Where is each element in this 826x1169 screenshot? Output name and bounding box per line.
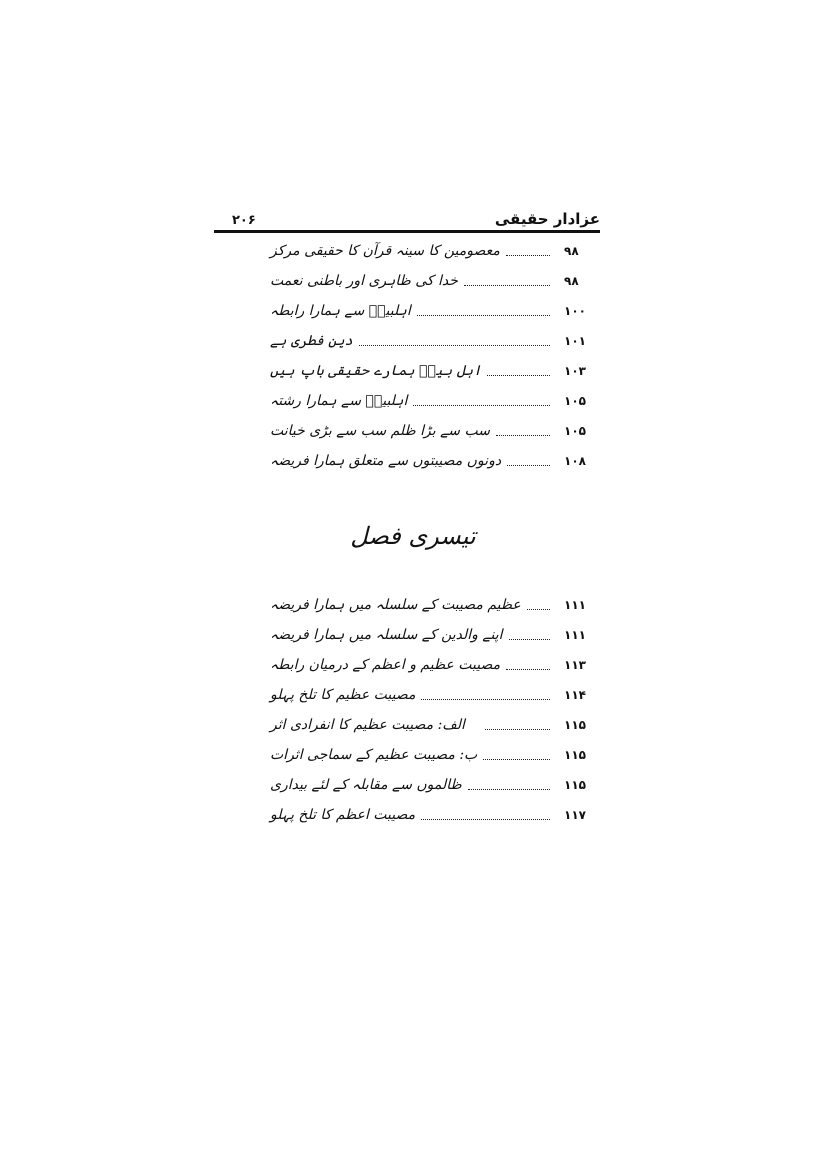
toc-entry-page: ۱۱۱ [564, 598, 586, 612]
dot-leader [421, 699, 550, 700]
toc-entry-page: ۱۰۱ [564, 334, 586, 348]
toc-entry [270, 800, 600, 830]
dot-leader [506, 669, 550, 670]
dot-leader [506, 255, 550, 256]
toc-entry-page: ۱۱۱ [564, 628, 586, 642]
page-number: ۲۰۶ [232, 213, 256, 228]
toc-entry [270, 620, 600, 650]
dot-leader [507, 465, 550, 466]
header-rule [214, 230, 600, 233]
toc-entry-page: ۱۰۳ [564, 364, 586, 378]
toc-entry-title: عظیم مصیبت کے سلسلہ میں ہمارا فریضہ [270, 597, 521, 613]
toc-entry-page: ۱۱۵ [564, 718, 586, 732]
toc-entry [270, 266, 600, 296]
toc-entry-page: ۹۸ [564, 274, 579, 288]
dot-leader [468, 789, 550, 790]
toc-entry [270, 236, 600, 266]
toc-entry [270, 710, 600, 740]
toc-entry [270, 386, 600, 416]
toc-entry-page: ۱۰۸ [564, 454, 586, 468]
dot-leader [509, 639, 550, 640]
toc-entry [270, 416, 600, 446]
toc-list-part-2 [270, 590, 600, 830]
toc-entry-page: ۱۱۵ [564, 778, 586, 792]
dot-leader [527, 609, 550, 610]
section-heading: تیسری فصل [350, 522, 476, 550]
toc-entry [270, 770, 600, 800]
dot-leader [421, 819, 550, 820]
toc-entry-title: خدا کی ظاہری اور باطنی نعمت [270, 273, 458, 289]
toc-entry-page: ۹۸ [564, 244, 579, 258]
toc-entry-page: ۱۰۰ [564, 304, 586, 318]
dot-leader [485, 729, 550, 730]
toc-entry-title: مصیبت عظیم کا تلخ پہلو [270, 687, 416, 703]
toc-entry [270, 356, 600, 386]
dot-leader [483, 759, 550, 760]
toc-list-part-1 [270, 236, 600, 476]
toc-entry-page: ۱۰۵ [564, 394, 586, 408]
toc-entry-title: اہلبیتؑ سے ہمارا رشتہ [270, 393, 408, 409]
book-title: عزادار حقیقی [494, 210, 600, 228]
toc-entry-page: ۱۱۵ [564, 748, 586, 762]
toc-entry-title: اپنے والدین کے سلسلہ میں ہمارا فریضہ [270, 627, 503, 643]
dot-leader [487, 375, 550, 376]
toc-entry-title: اہلبیتؑ سے ہمارا رابطہ [270, 303, 411, 319]
toc-entry-page: ۱۰۵ [564, 424, 586, 438]
dot-leader [417, 315, 550, 316]
toc-entry-title: اہل بیتؑ ہمارے حقیقی باپ ہیں [270, 363, 482, 379]
toc-entry-title: دین فطری ہے [270, 333, 353, 349]
toc-entry-title: مصیبت اعظم کا تلخ پہلو [270, 807, 416, 823]
toc-entry [270, 680, 600, 710]
dot-leader [464, 285, 550, 286]
dot-leader [359, 345, 550, 346]
toc-entry-page: ۱۱۳ [564, 658, 586, 672]
toc-entry-title: ب: مصیبت عظیم کے سماجی اثرات [270, 747, 478, 763]
toc-entry [270, 296, 600, 326]
toc-entry-title: ظالموں سے مقابلہ کے لئے بیداری [270, 777, 462, 793]
dot-leader [496, 435, 550, 436]
page-header [214, 202, 600, 228]
toc-entry-title: دونوں مصیبتوں سے متعلق ہمارا فریضہ [270, 453, 502, 469]
toc-entry [270, 740, 600, 770]
toc-entry-title: الف: مصیبت عظیم کا انفرادی اثر [270, 717, 465, 733]
toc-entry-title: سب سے بڑا ظلم سب سے بڑی خیانت [270, 423, 490, 439]
toc-entry-page: ۱۱۴ [564, 688, 586, 702]
toc-entry [270, 326, 600, 356]
toc-entry [270, 590, 600, 620]
toc-entry-title: مصیبت عظیم و اعظم کے درمیان رابطہ [270, 657, 501, 673]
toc-entry-title: معصومین کا سینہ قرآن کا حقیقی مرکز [270, 243, 500, 259]
dot-leader [413, 405, 550, 406]
toc-entry [270, 446, 600, 476]
toc-entry [270, 650, 600, 680]
toc-entry-page: ۱۱۷ [564, 808, 586, 822]
